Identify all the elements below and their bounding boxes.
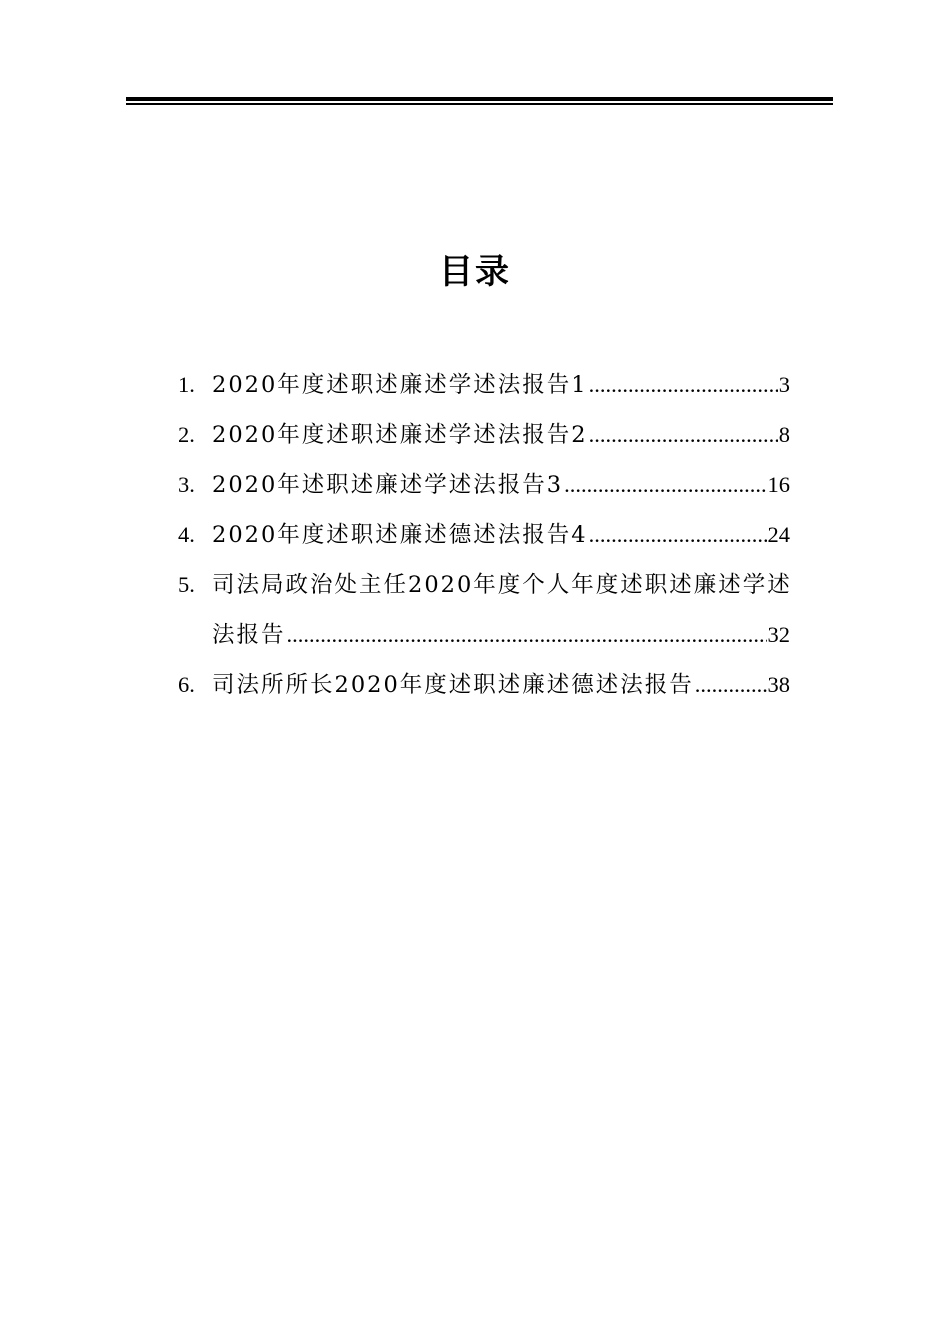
toc-entry-text: 2020年度述职述廉述学述法报告2 bbox=[212, 422, 588, 448]
toc-entry-page: 24 bbox=[767, 522, 790, 547]
header-double-rule bbox=[126, 97, 833, 105]
toc-entry-number: 3. bbox=[178, 472, 195, 497]
table-of-contents bbox=[178, 360, 790, 710]
toc-entry-text: 司法所所长2020年度述职述廉述德述法报告 bbox=[212, 672, 694, 698]
toc-entry-2[interactable] bbox=[178, 410, 790, 460]
toc-entry-page: 38 bbox=[767, 672, 790, 697]
toc-entry-text: 2020年述职述廉述学述法报告3 bbox=[212, 472, 564, 498]
header-rule-thick bbox=[126, 97, 833, 101]
toc-entry-number: 1. bbox=[178, 372, 195, 397]
toc-entry-4[interactable] bbox=[178, 510, 790, 560]
toc-dot-leader bbox=[589, 510, 767, 560]
toc-entry-text-line-2: 法报告 bbox=[212, 622, 286, 648]
toc-dot-leader bbox=[589, 360, 778, 410]
toc-entry-page: 16 bbox=[767, 472, 790, 497]
toc-entry-3[interactable] bbox=[178, 460, 790, 510]
toc-dot-leader bbox=[589, 410, 778, 460]
toc-entry-page: 3 bbox=[778, 372, 790, 397]
toc-entry-text: 2020年度述职述廉述德述法报告4 bbox=[212, 522, 588, 548]
header-rule-thin bbox=[126, 103, 833, 105]
toc-entry-5[interactable] bbox=[178, 560, 790, 660]
toc-entry-page: 8 bbox=[778, 422, 790, 447]
toc-entry-number: 5. bbox=[178, 572, 195, 597]
toc-entry-6[interactable] bbox=[178, 660, 790, 710]
toc-dot-leader bbox=[287, 610, 767, 660]
toc-entry-1[interactable] bbox=[178, 360, 790, 410]
toc-entry-number: 4. bbox=[178, 522, 195, 547]
toc-dot-leader bbox=[695, 660, 767, 710]
toc-dot-leader bbox=[564, 460, 766, 510]
toc-entry-text: 2020年度述职述廉述学述法报告1 bbox=[212, 372, 588, 398]
toc-entry-text-line-1: 司法局政治处主任2020年度个人年度述职述廉述学述 bbox=[212, 572, 792, 598]
toc-entry-number: 6. bbox=[178, 672, 195, 697]
toc-entry-page: 32 bbox=[767, 622, 790, 647]
toc-title: 目录 bbox=[439, 252, 511, 292]
toc-entry-number: 2. bbox=[178, 422, 195, 447]
